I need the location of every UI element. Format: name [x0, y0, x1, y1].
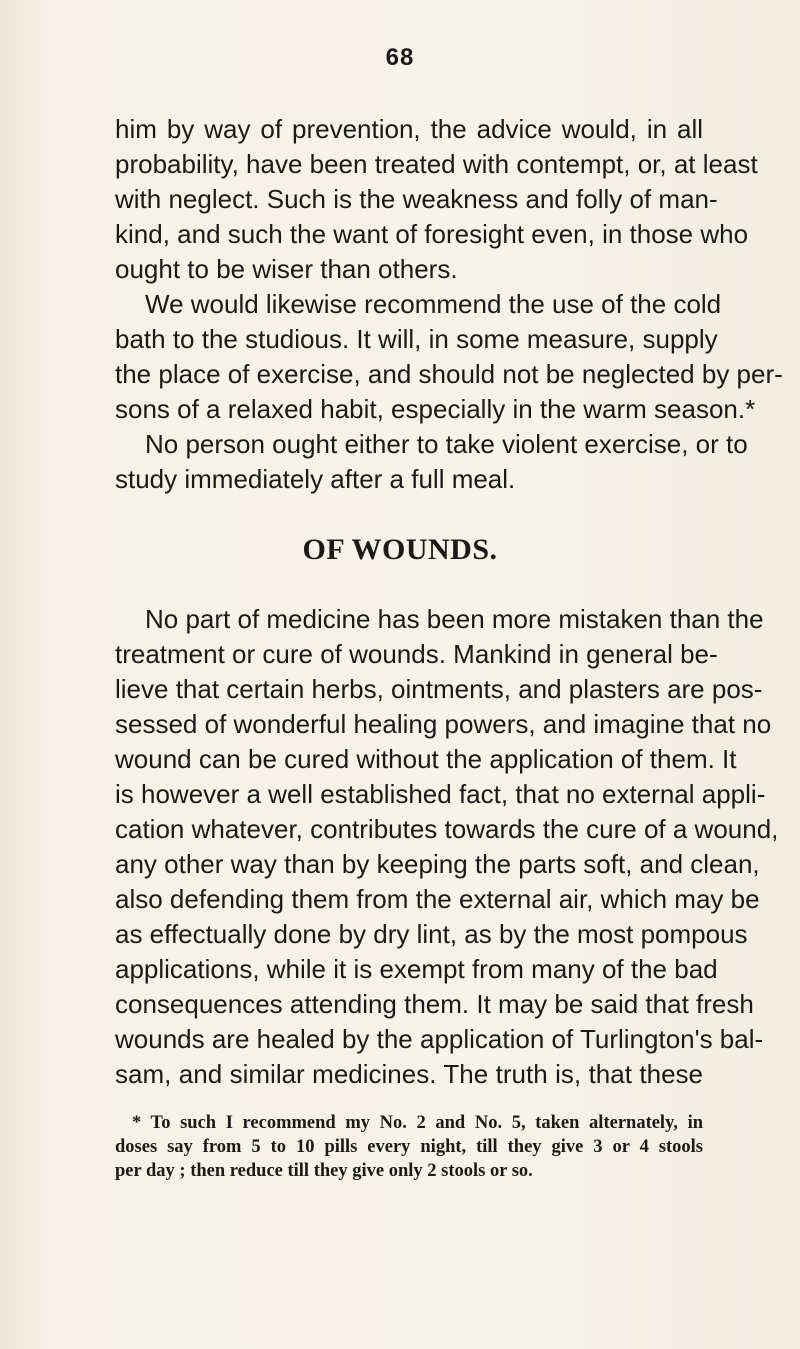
- section-heading: OF WOUNDS.: [302, 533, 498, 566]
- text-line: lieve that certain herbs, ointments, and plasters are pos-: [115, 674, 763, 704]
- text-line: study immediately after a full meal.: [115, 464, 516, 494]
- footnote-line: * To such I recommend my No. 2 and No. 5, taken alternately, in: [132, 1113, 703, 1133]
- text-line: also defending them from the external air, which may be: [115, 884, 760, 914]
- text-line: consequences attending them. It may be said that fresh: [115, 989, 754, 1019]
- text-line: with neglect. Such is the weakness and folly of man-: [115, 184, 718, 214]
- text-line: No person ought either to take violent exercise, or to: [145, 429, 748, 459]
- text-line: sons of a relaxed habit, especially in the warm season.*: [115, 394, 756, 424]
- footnote-line: per day ; then reduce till they give only 2 stools or so.: [115, 1161, 533, 1181]
- text-line: wound can be cured without the application of them. It: [115, 744, 737, 774]
- text-line: probability, have been treated with contempt, or, at least: [115, 149, 758, 179]
- text-line: any other way than by keeping the parts soft, and clean,: [115, 849, 760, 879]
- text-line: the place of exercise, and should not be neglected by per-: [115, 359, 783, 389]
- text-line: sam, and similar medicines. The truth is, that these: [115, 1059, 703, 1089]
- text-line: treatment or cure of wounds. Mankind in general be-: [115, 639, 718, 669]
- page-number: 68: [385, 44, 415, 71]
- text-line: kind, and such the want of foresight even, in those who: [115, 219, 749, 249]
- footnote-line: doses say from 5 to 10 pills every night, till they give 3 or 4 stools: [115, 1137, 703, 1157]
- text-line: sessed of wonderful healing powers, and imagine that no: [115, 709, 772, 739]
- text-line: is however a well established fact, that no external appli-: [115, 779, 766, 809]
- text-line: him by way of prevention, the advice would, in all: [115, 114, 703, 144]
- text-line: ought to be wiser than others.: [115, 254, 458, 284]
- text-line: applications, while it is exempt from many of the bad: [115, 954, 718, 984]
- text-line: We would likewise recommend the use of the cold: [145, 289, 722, 319]
- text-line: No part of medicine has been more mistaken than the: [145, 604, 764, 634]
- text-line: cation whatever, contributes towards the cure of a wound,: [115, 814, 779, 844]
- text-line: wounds are healed by the application of Turlington's bal-: [115, 1024, 764, 1054]
- text-line: as effectually done by dry lint, as by the most pompous: [115, 919, 748, 949]
- text-line: bath to the studious. It will, in some measure, supply: [115, 324, 718, 354]
